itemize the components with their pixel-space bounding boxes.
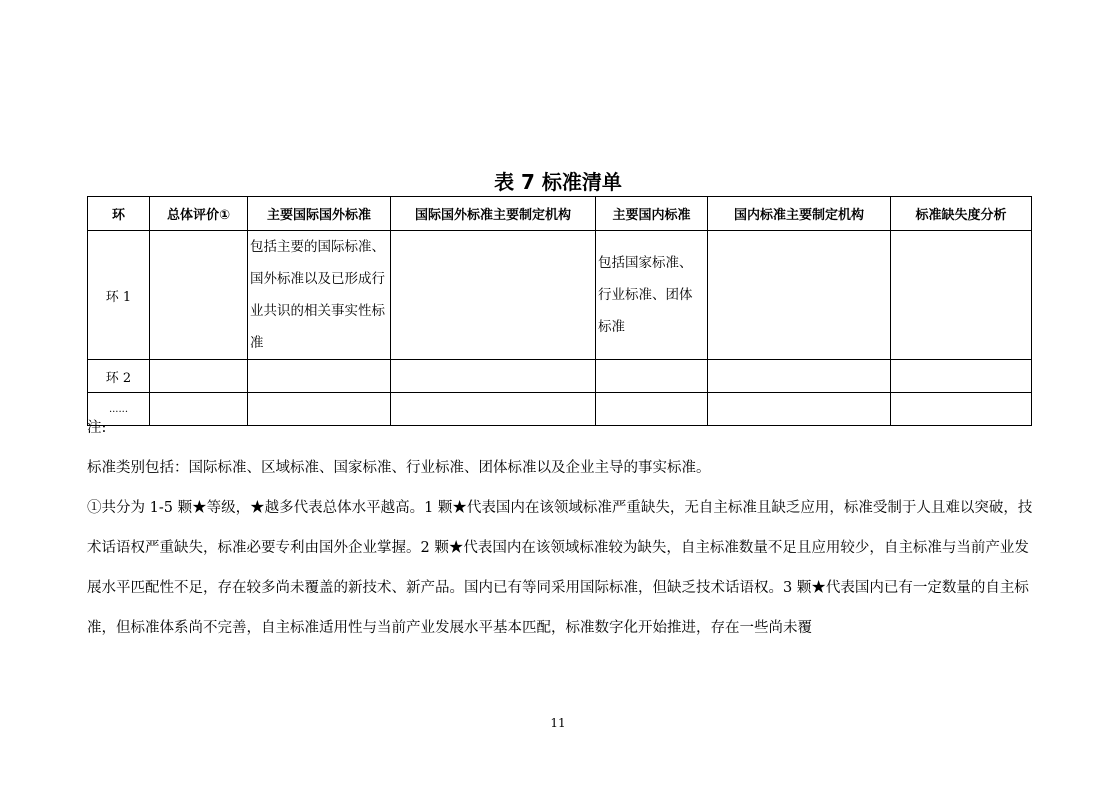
header-intl-standards: 主要国际国外标准: [248, 197, 391, 231]
notes-categories: 标准类别包括：国际标准、区域标准、国家标准、行业标准、团体标准以及企业主导的事实标准。: [87, 460, 711, 476]
notes-rating-explanation: ①共分为 1-5 颗★等级，★越多代表总体水平越高。1 颗★代表国内在该领域标准严重缺失，无自主标准且缺乏应用，标准受制于人且难以突破，技术话语权严重缺失，标准必要专利由国外企业掌握。2 颗★代表国内在该领域标准较为缺失，自主标准数量不足且应用较少，自主标准与当前产业发展水平匹配性不足，存在较多尚未覆盖的新技术、新产品。国内已有等同采用国际标准，但缺乏技术话语权。3 颗★代表国内已有一定数量的自主标准，但标准体系尚不完善，自主标准适用性与当前产业发展水平基本匹配，标准数字化开始推进，存在一些尚未覆: [87, 500, 1033, 636]
page-number: 11: [550, 716, 566, 730]
header-ring: 环: [88, 197, 150, 231]
cell-overall-rating: [150, 231, 248, 360]
table-header-row: [88, 197, 1032, 231]
table-row: [88, 360, 1032, 393]
cell-domestic-bodies: [708, 231, 891, 360]
header-overall-rating: 总体评价①: [150, 197, 248, 231]
table-row: [88, 231, 1032, 360]
cell-ring: 环 1: [88, 231, 150, 360]
standards-table: [87, 196, 1032, 426]
table-title: 表 7 标准清单: [494, 170, 622, 194]
cell-intl-standards: [248, 360, 391, 393]
header-intl-bodies: 国际国外标准主要制定机构: [391, 197, 596, 231]
cell-ring: ......: [88, 393, 150, 426]
header-domestic-standards: 主要国内标准: [596, 197, 708, 231]
cell-gap-analysis: [891, 231, 1032, 360]
cell-intl-bodies: [391, 360, 596, 393]
cell-ring: 环 2: [88, 360, 150, 393]
cell-intl-bodies: [391, 231, 596, 360]
notes-section: [87, 408, 1033, 648]
cell-intl-standards: 包括主要的国际标准、国外标准以及已形成行业共识的相关事实性标准: [248, 231, 391, 360]
cell-overall-rating: [150, 360, 248, 393]
cell-domestic-standards: 包括国家标准、行业标准、团体标准: [596, 231, 708, 360]
cell-domestic-standards: [596, 360, 708, 393]
header-gap-analysis: 标准缺失度分析: [891, 197, 1032, 231]
cell-domestic-bodies: [708, 360, 891, 393]
header-domestic-bodies: 国内标准主要制定机构: [708, 197, 891, 231]
cell-gap-analysis: [891, 360, 1032, 393]
notes-label: 注:: [87, 420, 107, 436]
